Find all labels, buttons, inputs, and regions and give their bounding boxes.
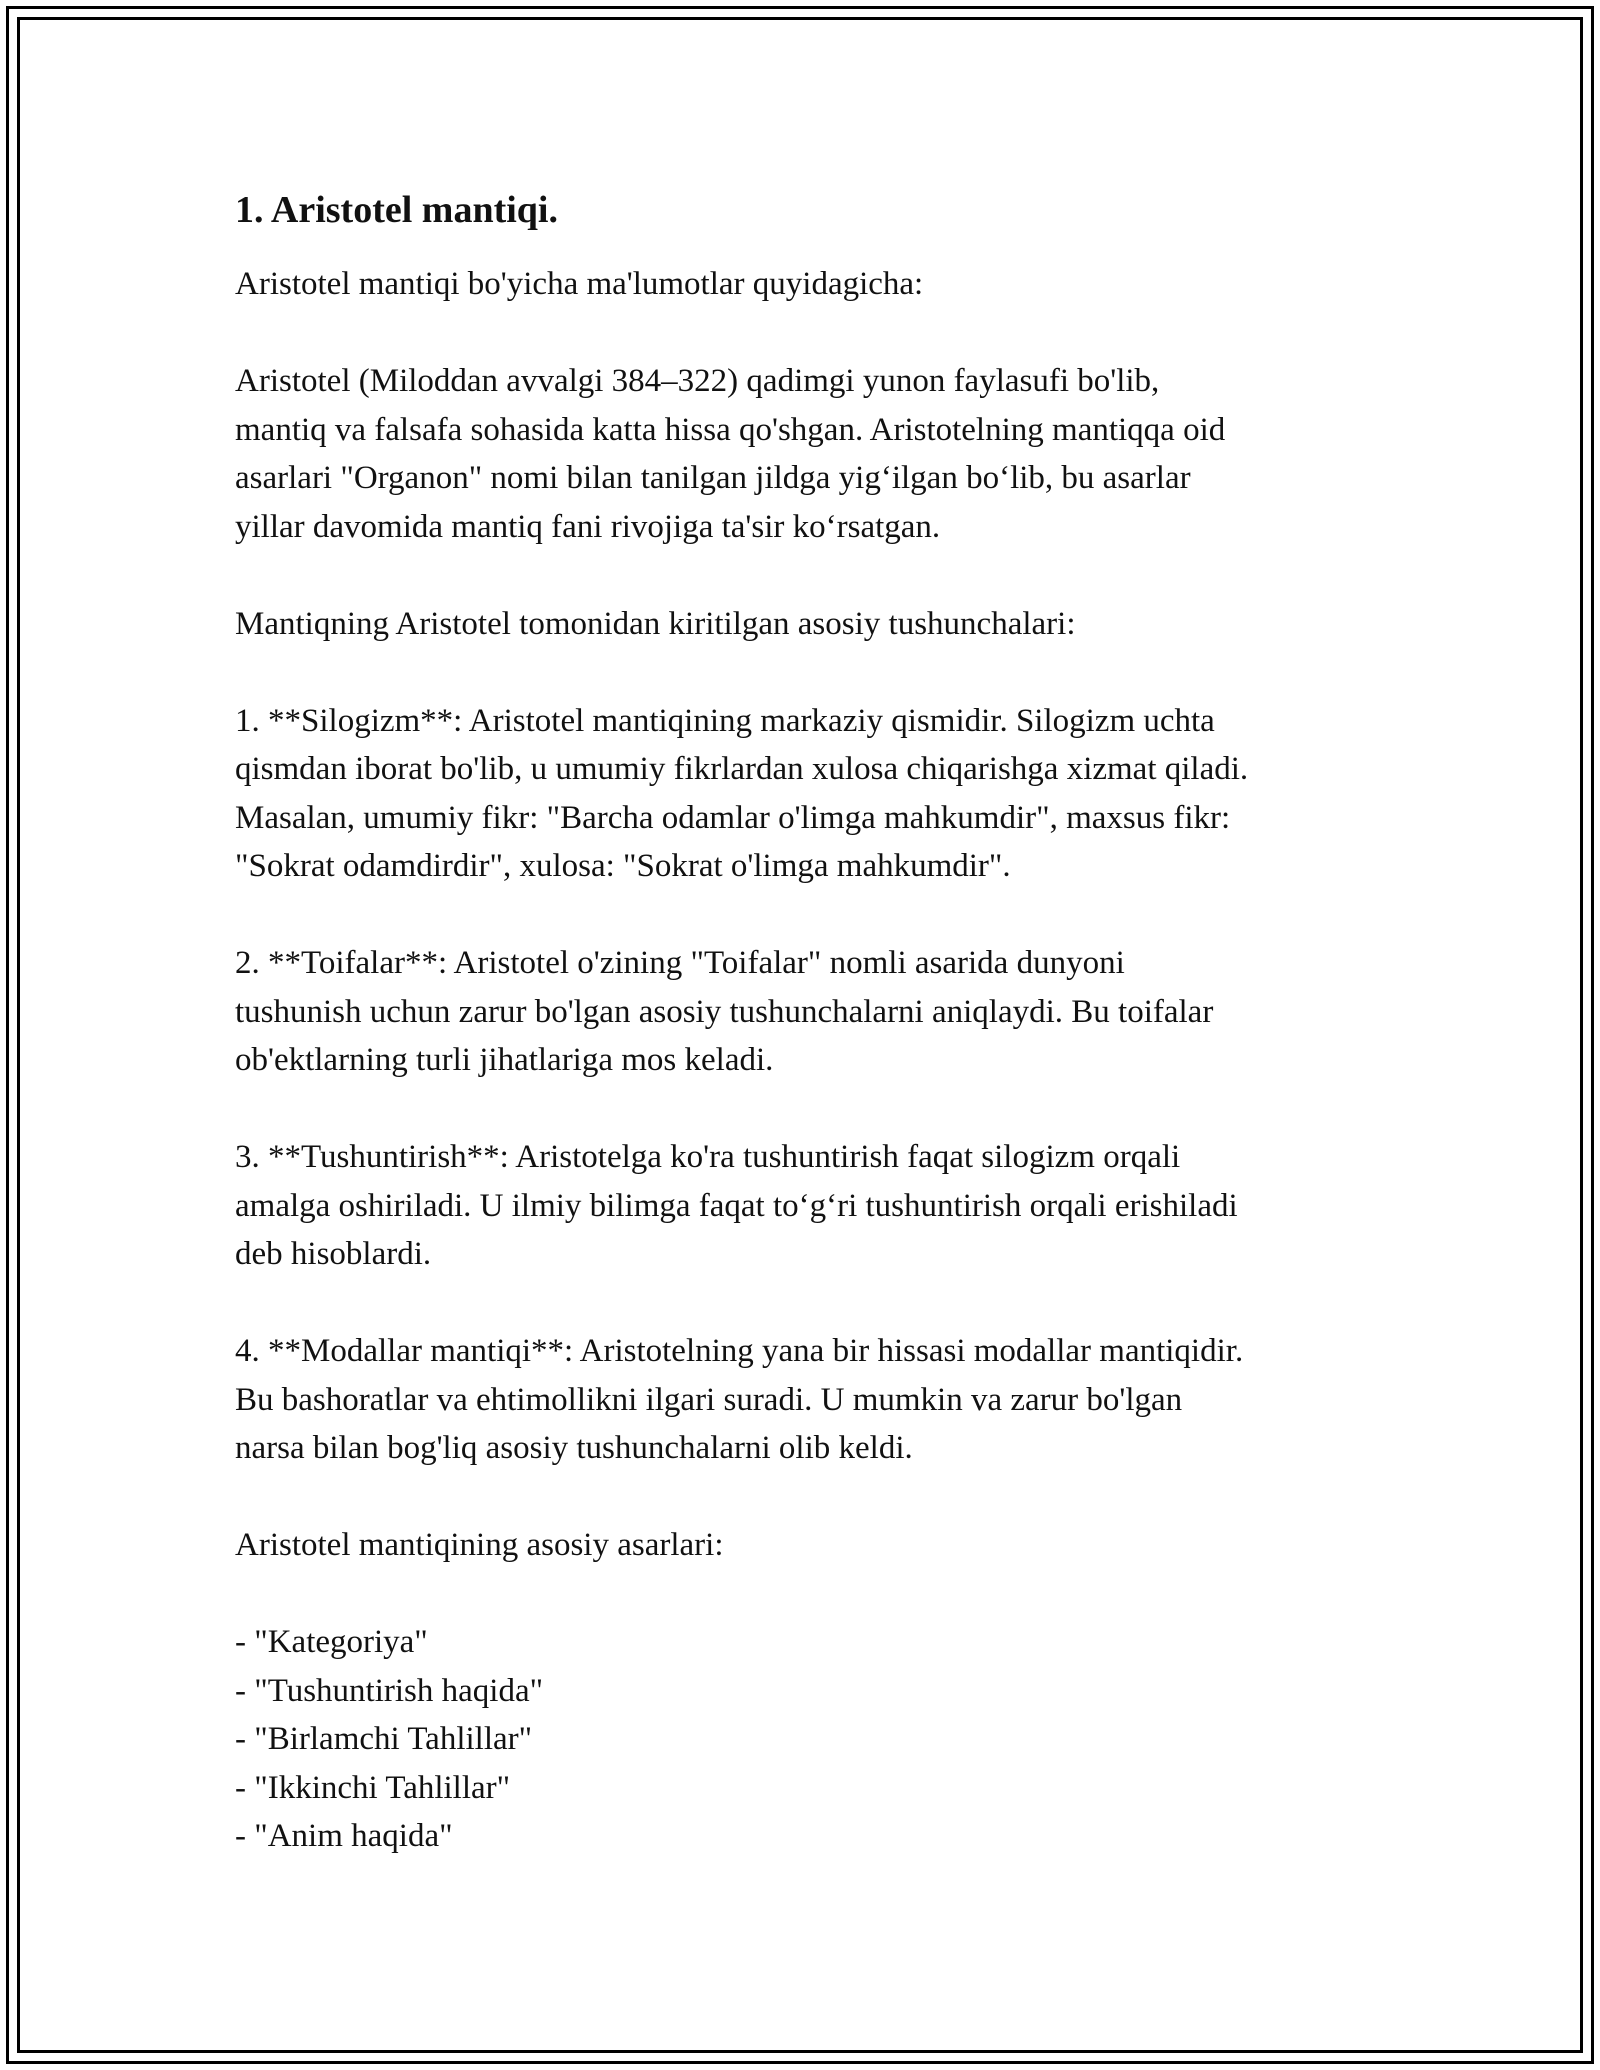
text-line: ob'ektlarning turli jihatlariga mos keladi. (235, 1042, 774, 1078)
concept-silogizm (235, 697, 1385, 891)
concept-modallar (235, 1327, 1385, 1473)
list-item: - "Birlamchi Tahlillar" (235, 1721, 533, 1757)
intro-paragraph: Aristotel mantiqi bo'yicha ma'lumotlar quyidagicha: (235, 266, 924, 302)
text-line: 3. **Tushuntirish**: Aristotelga ko'ra tushuntirish faqat silogizm orqali (235, 1139, 1181, 1175)
text-line: yillar davomida mantiq fani rivojiga ta'sir ko‘rsatgan. (235, 508, 941, 545)
document-body (235, 186, 1385, 1861)
list-item: - "Kategoriya" (235, 1624, 428, 1660)
works-intro-paragraph: Aristotel mantiqining asosiy asarlari: (235, 1527, 724, 1563)
list-item: - "Tushuntirish haqida" (235, 1672, 544, 1709)
concepts-intro-paragraph: Mantiqning Aristotel tomonidan kiritilgan asosiy tushunchalari: (235, 605, 1076, 642)
text-line: narsa bilan bog'liq asosiy tushunchalarni olib keldi. (235, 1430, 913, 1466)
list-item: - "Ikkinchi Tahlillar" (235, 1769, 511, 1806)
text-line: Bu bashoratlar va ehtimollikni ilgari suradi. U mumkin va zarur bo'lgan (235, 1381, 1183, 1418)
works-list (235, 1618, 1385, 1861)
text-line: Aristotel (Miloddan avvalgi 384–322) qadimgi yunon faylasufi bo'lib, (235, 363, 1160, 399)
text-line: amalga oshiriladi. U ilmiy bilimga faqat to‘g‘ri tushuntirish orqali erishiladi (235, 1187, 1238, 1224)
section-heading: 1. Aristotel mantiqi. (235, 189, 558, 231)
text-line: "Sokrat odamdirdir", xulosa: "Sokrat o'limga mahkumdir". (235, 848, 1011, 884)
list-item: - "Anim haqida" (235, 1818, 453, 1854)
concept-tushuntirish (235, 1133, 1385, 1279)
text-line: 4. **Modallar mantiqi**: Aristotelning yana bir hissasi modallar mantiqidir. (235, 1333, 1244, 1369)
text-line: qismdan iborat bo'lib, u umumiy fikrlardan xulosa chiqarishga xizmat qiladi. (235, 751, 1249, 787)
text-line: mantiq va falsafa sohasida katta hissa qo'shgan. Aristotelning mantiqqa oid (235, 411, 1226, 448)
bio-paragraph (235, 357, 1385, 551)
text-line: deb hisoblardi. (235, 1236, 432, 1272)
concept-toifalar (235, 939, 1385, 1085)
text-line: 1. **Silogizm**: Aristotel mantiqining markaziy qismidir. Silogizm uchta (235, 702, 1215, 739)
text-line: Masalan, umumiy fikr: "Barcha odamlar o'limga mahkumdir", maxsus fikr: (235, 799, 1231, 836)
text-line: tushunish uchun zarur bo'lgan asosiy tushunchalarni aniqlaydi. Bu toifalar (235, 993, 1214, 1030)
text-line: asarlari "Organon" nomi bilan tanilgan jildga yig‘ilgan bo‘lib, bu asarlar (235, 460, 1191, 496)
text-line: 2. **Toifalar**: Aristotel o'zining "Toifalar" nomli asarida dunyoni (235, 945, 1125, 981)
